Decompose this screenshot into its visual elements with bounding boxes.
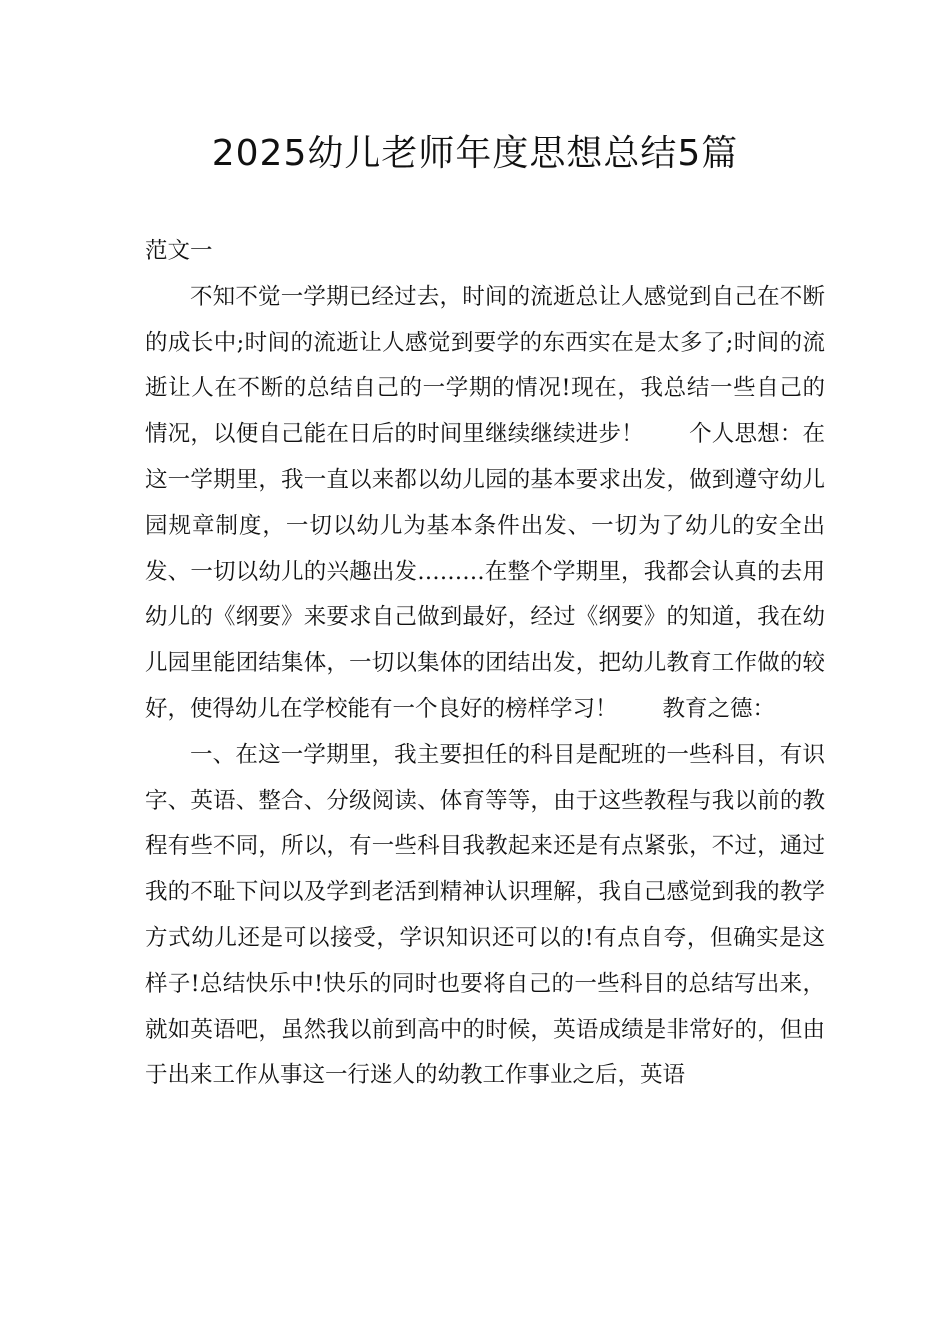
document-title: 2025幼儿老师年度思想总结5篇 <box>211 133 739 174</box>
paragraph: 一、在这一学期里，我主要担任的科目是配班的一些科目，有识字、英语、整合、分级阅读、体育等等，由于这些教程与我以前的教程有些不同，所以，有一些科目我教起来还是有点紧张，不过，通过我的不耻下问以及学到老活到精神认识理解，我自己感觉到我的教学方式幼儿还是可以接受，学识知识还可以的!有点自夸，但确实是这样子!总结快乐中!快乐的同时也要将自己的一些科目的总结写出来，就如英语吧，虽然我以前到高中的时候，英语成绩是非常好的，但由于出来工作从事这一行迷人的幼教工作事业之后，英语 <box>145 741 825 1089</box>
section-label: 范文一 <box>145 238 213 264</box>
paragraph: 不知不觉一学期已经过去，时间的流逝总让人感觉到自己在不断的成长中;时间的流逝让人感觉到要学的东西实在是太多了;时间的流逝让人在不断的总结自己的一学期的情况!现在，我总结一些自己的情况，以便自己能在日后的时间里继续继续进步！ 个人思想：在这一学期里，我一直以来都以幼儿园的基本要求出发，做到遵守幼儿园规章制度，一切以幼儿为基本条件出发、一切为了幼儿的安全出发、一切以幼儿的兴趣出发………在整个学期里，我都会认真的去用幼儿的《纲要》来要求自己做到最好，经过《纲要》的知道，我在幼儿园里能团结集体，一切以集体的团结出发，把幼儿教育工作做的较好，使得幼儿在学校能有一个良好的榜样学习！ 教育之德： <box>145 283 825 722</box>
document-body <box>145 229 825 1099</box>
